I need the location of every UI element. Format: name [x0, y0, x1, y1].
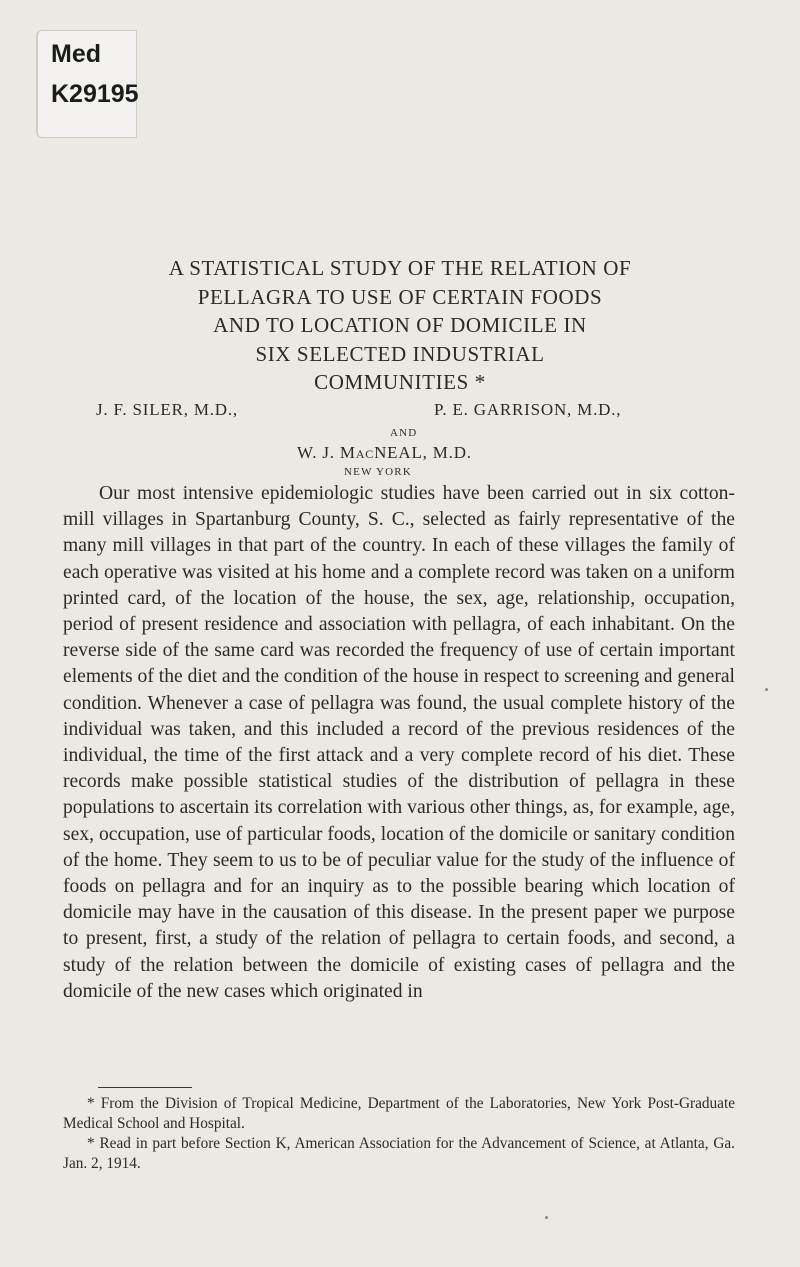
title-line: SIX SELECTED INDUSTRIAL [255, 341, 545, 366]
title-line: AND TO LOCATION OF DOMICILE IN [213, 313, 587, 337]
footnote-affiliation: * From the Division of Tropical Medicine, Department of the Laboratories, New York Post-Graduate Medical School and Hospital. [63, 1095, 735, 1132]
author-macneal-initials: W. J. [297, 443, 335, 462]
label-catalog-number: K29195 [51, 80, 139, 108]
author-conjunction: AND [390, 427, 418, 439]
title-line: PELLAGRA TO USE OF CERTAIN FOODS [197, 284, 603, 309]
author-macneal [297, 443, 472, 463]
author-macneal-degree: M.D. [432, 443, 472, 462]
body-paragraph: Our most intensive epidemiologic studies have been carried out in six cotton-mill villages in Spartanburg County, S. C., selected as fairly representative of the many mill villages in that part of the country. In each of these villages the family of each operative was visited at his home and a complete record was taken on a uniform printed card, of the location of the house, the sex, age, relationship, occupation, period of present residence and association with pellagra, of each inhabitant. On the reverse side of the same card was recorded the frequency of use of certain important elements of the diet and the condition of the house in respect to screening and general condition. Whenever a case of pellagra was found, the usual complete history of the individual was taken, and this included a record of the previous residences of the individual, the time of the first attack and a very complete record of his diet. These records make possible statistical studies of the distribution of pellagra in these populations to ascertain its correlation with various other things, as, for example, age, sex, occupation, use of particular foods, location of the domicile or sanitary condition of the home. They seem to us to be of peculiar value for the study of the influence of foods on pellagra and for an inquiry as to the possible bearing which location of domicile may have in the causation of this disease. In the present paper we purpose to present, first, a study of the relation of pellagra to certain foods, and second, a study of the relation between the domicile of existing cases of pellagra and the domicile of the new cases which originated in [63, 483, 735, 1002]
speck [545, 1216, 548, 1219]
author-siler: J. F. SILER, M.D., [96, 400, 238, 419]
label-shelf-mark: Med [51, 40, 101, 68]
speck [765, 688, 768, 691]
title-line: COMMUNITIES * [314, 370, 486, 394]
article-title [60, 254, 740, 397]
title-line: A STATISTICAL STUDY OF THE RELATION OF [168, 256, 632, 280]
footnote-presentation: * Read in part before Section K, American Association for the Advancement of Science, at Atlanta, Ga. Jan. 2, 1914. [63, 1135, 735, 1172]
author-garrison: P. E. GARRISON, M.D., [434, 400, 622, 419]
footnote-rule [98, 1087, 192, 1088]
author-location: NEW YORK [344, 466, 412, 478]
author-macneal-name: MacNEAL, [339, 443, 428, 462]
